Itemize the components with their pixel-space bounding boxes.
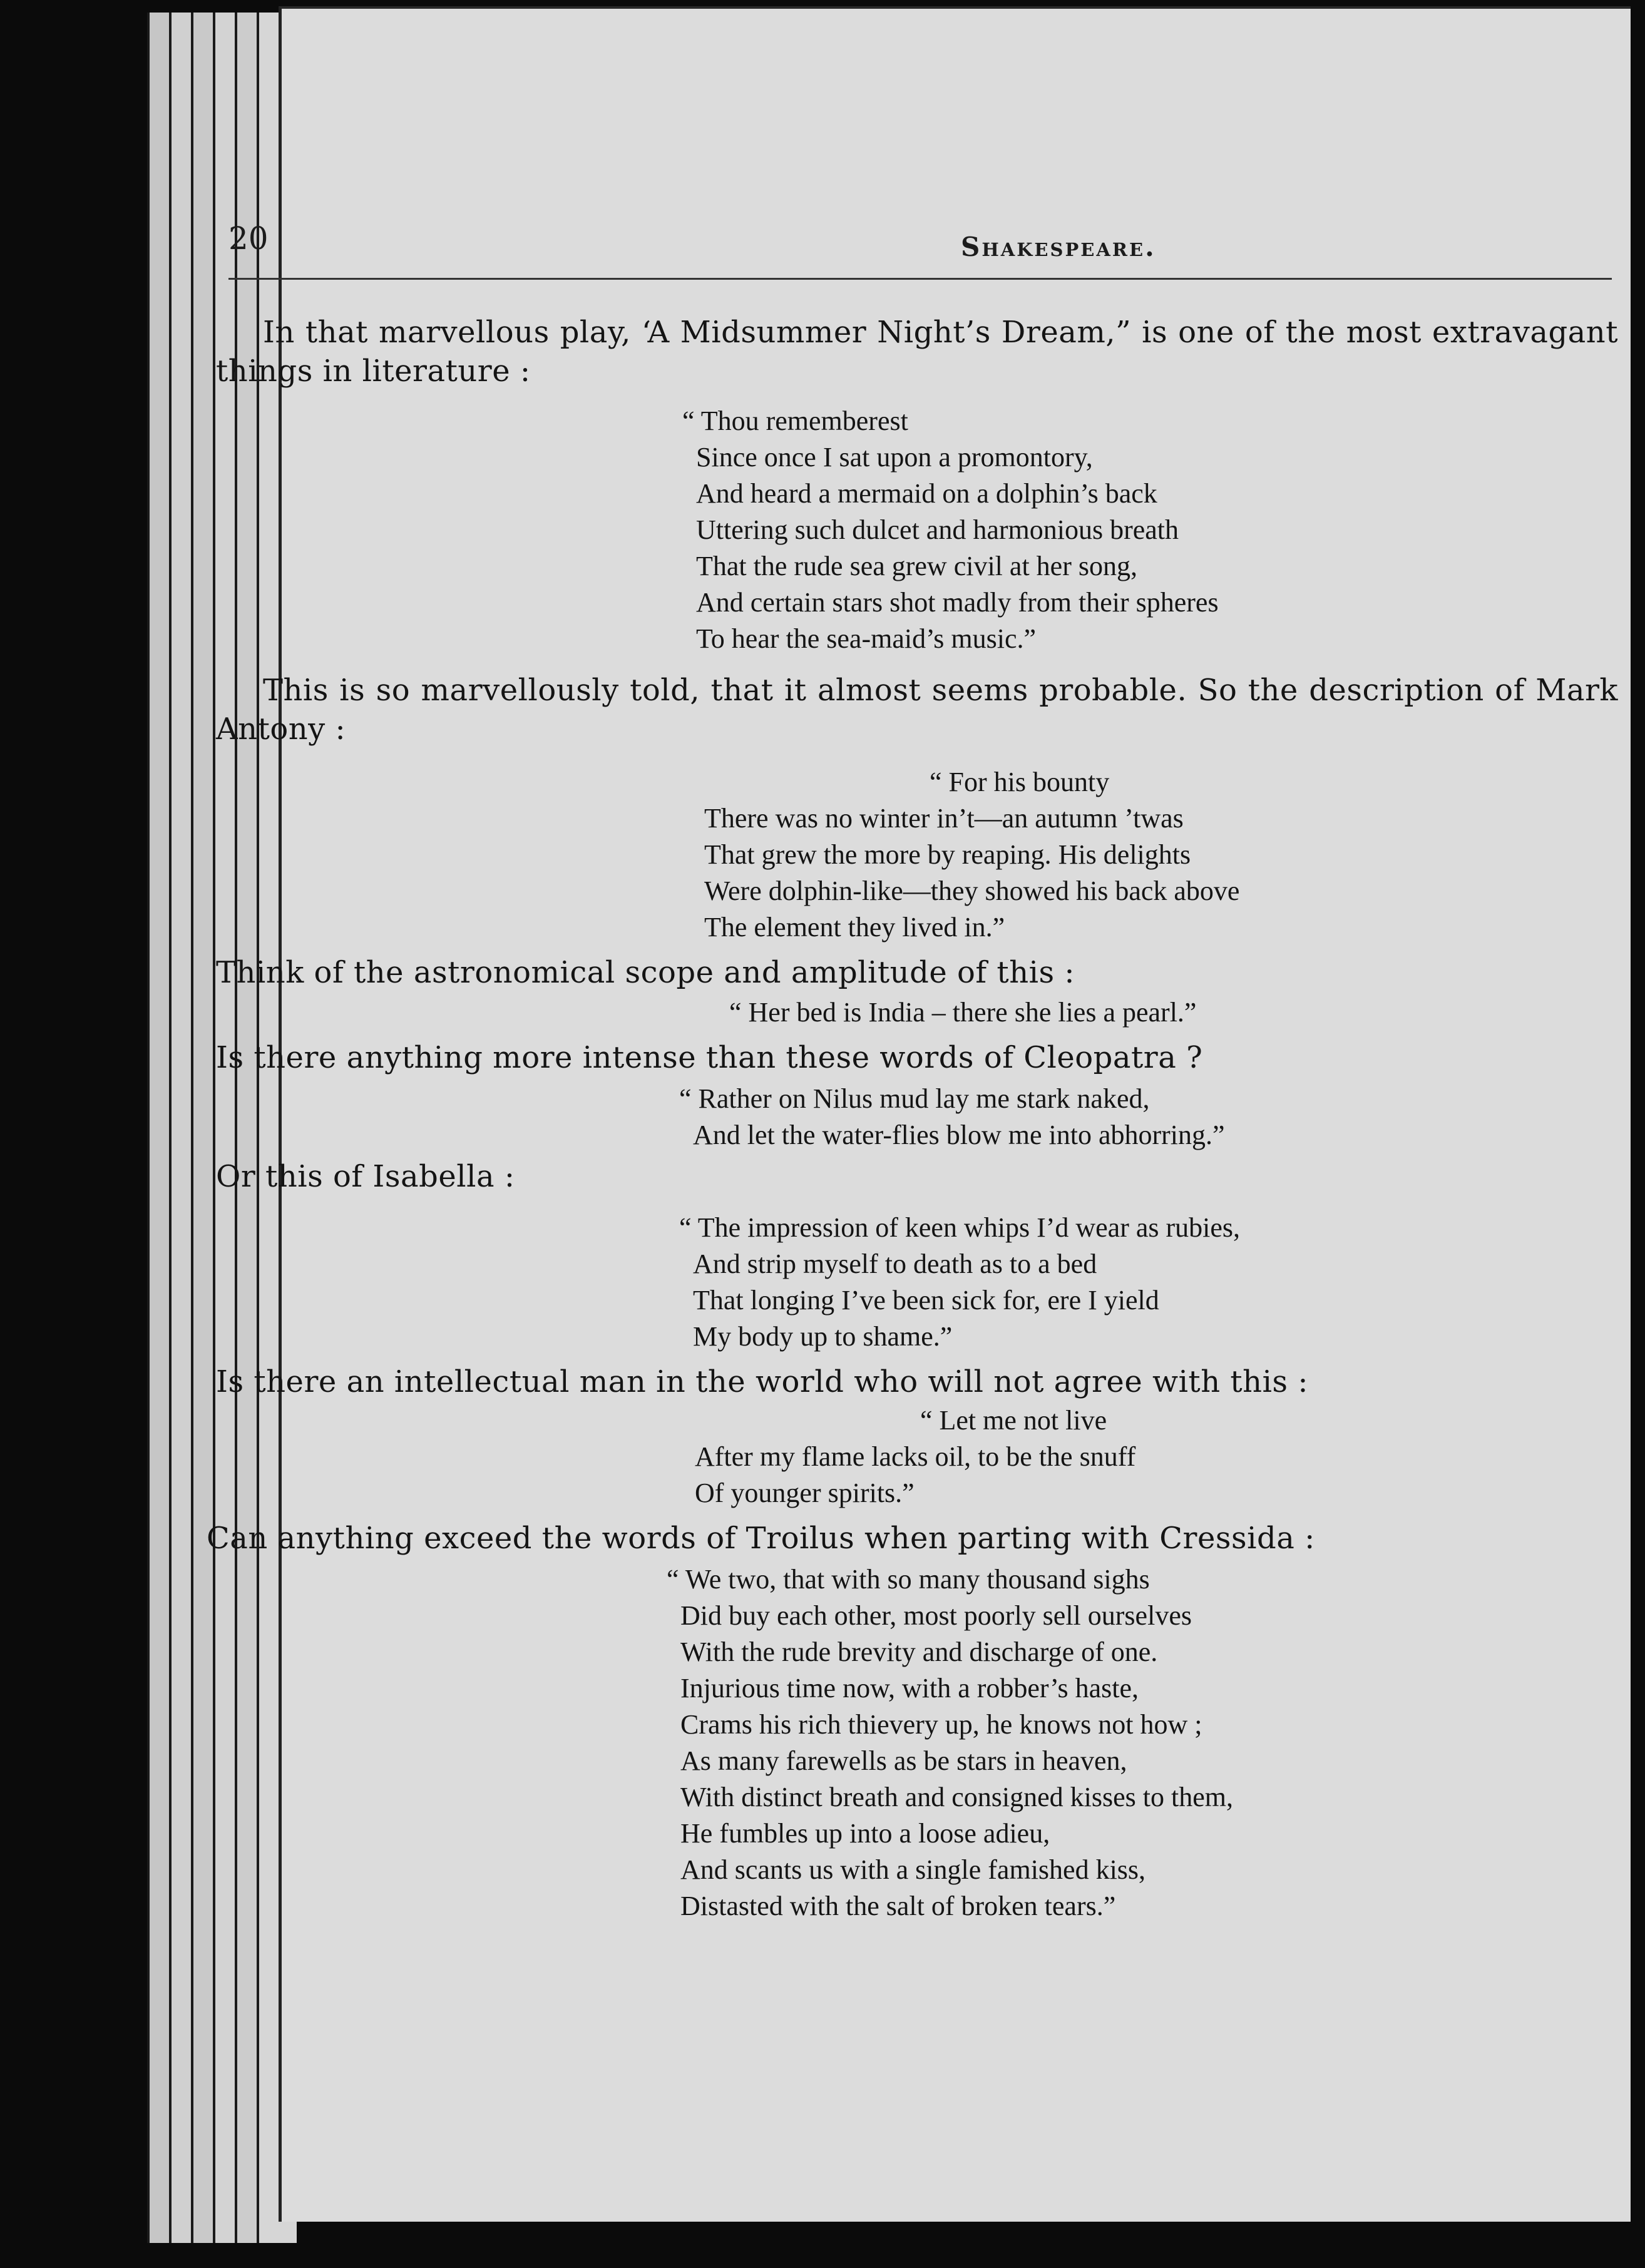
running-head: Shakespeare. — [961, 232, 1156, 262]
verse-line: “ For his bounty — [930, 767, 1110, 797]
verse-line: Did buy each other, most poorly sell ourselves — [680, 1600, 1192, 1631]
verse-line: To hear the sea-maid’s music.” — [696, 623, 1037, 654]
verse-line: The element they lived in.” — [704, 912, 1005, 942]
verse-line: With distinct breath and consigned kisses to them, — [680, 1782, 1233, 1812]
paragraph: Can anything exceed the words of Troilus when parting with Cressida : — [207, 1521, 1315, 1556]
paragraph: This is so marvellously told, that it almost seems probable. So the description of Mark Antony : — [216, 673, 1618, 747]
verse-quote — [679, 1081, 1618, 1153]
paragraph: Is there anything more intense than these words of Cleopatra ? — [216, 1040, 1203, 1075]
verse-line: That longing I’ve been sick for, ere I yield — [693, 1285, 1159, 1315]
page-content — [207, 313, 1618, 1924]
verse-quote — [679, 1210, 1618, 1355]
verse-line: “ We two, that with so many thousand sighs — [667, 1564, 1150, 1595]
verse-line: After my flame lacks oil, to be the snuff — [695, 1441, 1136, 1472]
verse-line: My body up to shame.” — [693, 1321, 953, 1352]
verse-line: Were dolphin-like—they showed his back above — [704, 876, 1240, 906]
verse-line: Of younger spirits.” — [695, 1478, 915, 1508]
verse-line: “ Thou rememberest — [682, 406, 908, 436]
verse-line: “ Rather on Nilus mud lay me stark naked, — [679, 1083, 1150, 1114]
verse-quote — [682, 403, 1618, 657]
verse-line: That the rude sea grew civil at her song, — [696, 551, 1137, 581]
verse-line: There was no winter in’t—an autumn ’twas — [704, 803, 1184, 834]
verse-line: Crams his rich thievery up, he knows not how ; — [680, 1709, 1202, 1740]
verse-line: He fumbles up into a loose adieu, — [680, 1818, 1050, 1849]
verse-line: As many farewells as be stars in heaven, — [680, 1745, 1127, 1776]
verse-line: Since once I sat upon a promontory, — [696, 442, 1093, 472]
page-number: 20 — [228, 220, 269, 257]
page-header — [228, 220, 1612, 280]
verse-line: “ Let me not live — [920, 1405, 1107, 1436]
paragraph: In that marvellous play, ‘A Midsummer Night’s Dream,” is one of the most extravagant things in literature : — [216, 315, 1618, 389]
paragraph: Think of the astronomical scope and amplitude of this : — [216, 955, 1075, 990]
verse-quote — [729, 994, 1618, 1031]
verse-quote — [695, 1402, 1618, 1511]
verse-line: Distasted with the salt of broken tears.” — [680, 1891, 1116, 1921]
verse-line: And scants us with a single famished kiss, — [680, 1854, 1146, 1885]
verse-line: With the rude brevity and discharge of one. — [680, 1637, 1158, 1667]
verse-line: “ The impression of keen whips I’d wear as rubies, — [679, 1212, 1241, 1243]
verse-line: And let the water-flies blow me into abhorring.” — [693, 1120, 1225, 1150]
verse-line: And certain stars shot madly from their spheres — [696, 587, 1219, 618]
verse-line: Injurious time now, with a robber’s haste, — [680, 1673, 1139, 1704]
paragraph: Is there an intellectual man in the world who will not agree with this : — [216, 1364, 1308, 1399]
verse-line: That grew the more by reaping. His delights — [704, 839, 1191, 870]
verse-line: “ Her bed is India – there she lies a pearl.” — [729, 997, 1197, 1028]
paragraph: Or this of Isabella : — [216, 1159, 515, 1194]
verse-line: And strip myself to death as to a bed — [693, 1249, 1097, 1279]
verse-quote — [667, 1561, 1618, 1924]
verse-line: Uttering such dulcet and harmonious breath — [696, 514, 1179, 545]
verse-line: And heard a mermaid on a dolphin’s back — [696, 478, 1157, 509]
verse-quote — [704, 764, 1618, 946]
